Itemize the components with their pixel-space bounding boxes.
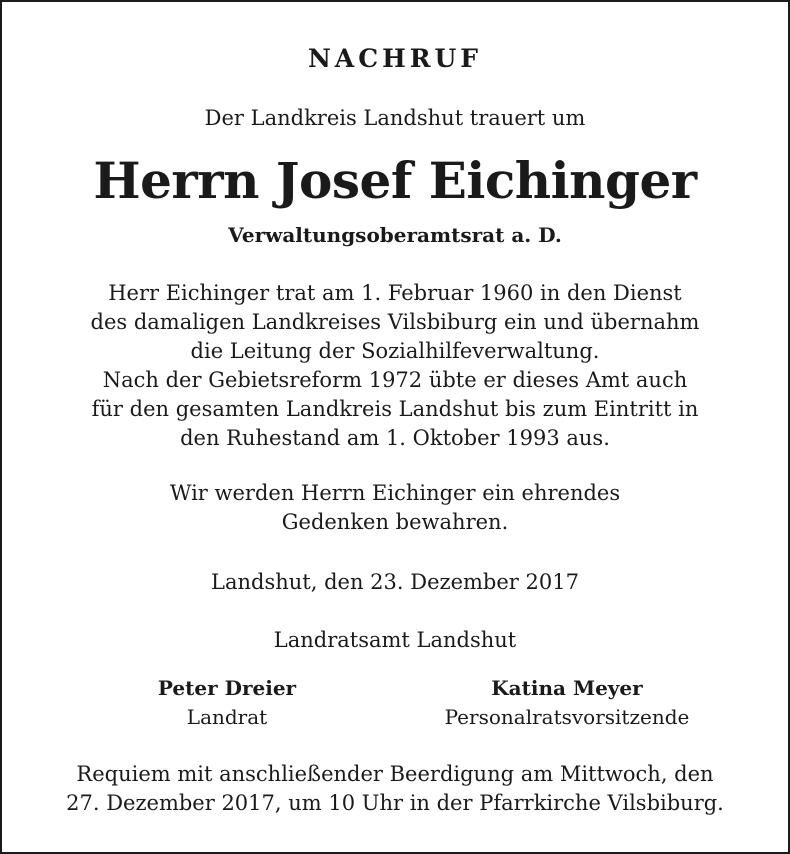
funeral-line: 27. Dezember 2017, um 10 Uhr in der Pfarrkirche Vilsbiburg. [66, 791, 724, 815]
biography-line: den Ruhestand am 1. Oktober 1993 aus. [180, 426, 610, 450]
signatory-right [407, 674, 727, 732]
signatory-left [67, 674, 387, 732]
biography-line: die Leitung der Sozialhilfeverwaltung. [190, 339, 600, 363]
signatory-role: Personalratsvorsitzende [444, 705, 690, 729]
intro-text: Der Landkreis Landshut trauert um [204, 106, 586, 130]
biography-paragraph [22, 279, 768, 453]
remembrance-line: Gedenken bewahren. [281, 510, 509, 534]
deceased-rank: Verwaltungsoberamtsrat a. D. [228, 223, 562, 247]
signatory-name: Peter Dreier [157, 676, 297, 700]
biography-line: Nach der Gebietsreform 1972 übte er dieses Amt auch [102, 368, 688, 392]
biography-line: Herr Eichinger trat am 1. Februar 1960 in den Dienst [108, 281, 682, 305]
issuing-office: Landratsamt Landshut [273, 628, 517, 652]
signatory-role: Landrat [186, 705, 268, 729]
signatory-name: Katina Meyer [491, 676, 643, 700]
notice-heading: NACHRUF [307, 44, 483, 73]
remembrance-line: Wir werden Herrn Eichinger ein ehrendes [169, 481, 621, 505]
deceased-name: Herrn Josef Eichinger [93, 151, 697, 210]
funeral-line: Requiem mit anschließender Beerdigung am Mittwoch, den [76, 762, 714, 786]
biography-line: für den gesamten Landkreis Landshut bis zum Eintritt in [91, 397, 699, 421]
remembrance-paragraph [22, 479, 768, 537]
place-date: Landshut, den 23. Dezember 2017 [211, 570, 579, 594]
funeral-paragraph [22, 760, 768, 818]
biography-line: des damaligen Landkreises Vilsbiburg ein und übernahm [90, 310, 700, 334]
